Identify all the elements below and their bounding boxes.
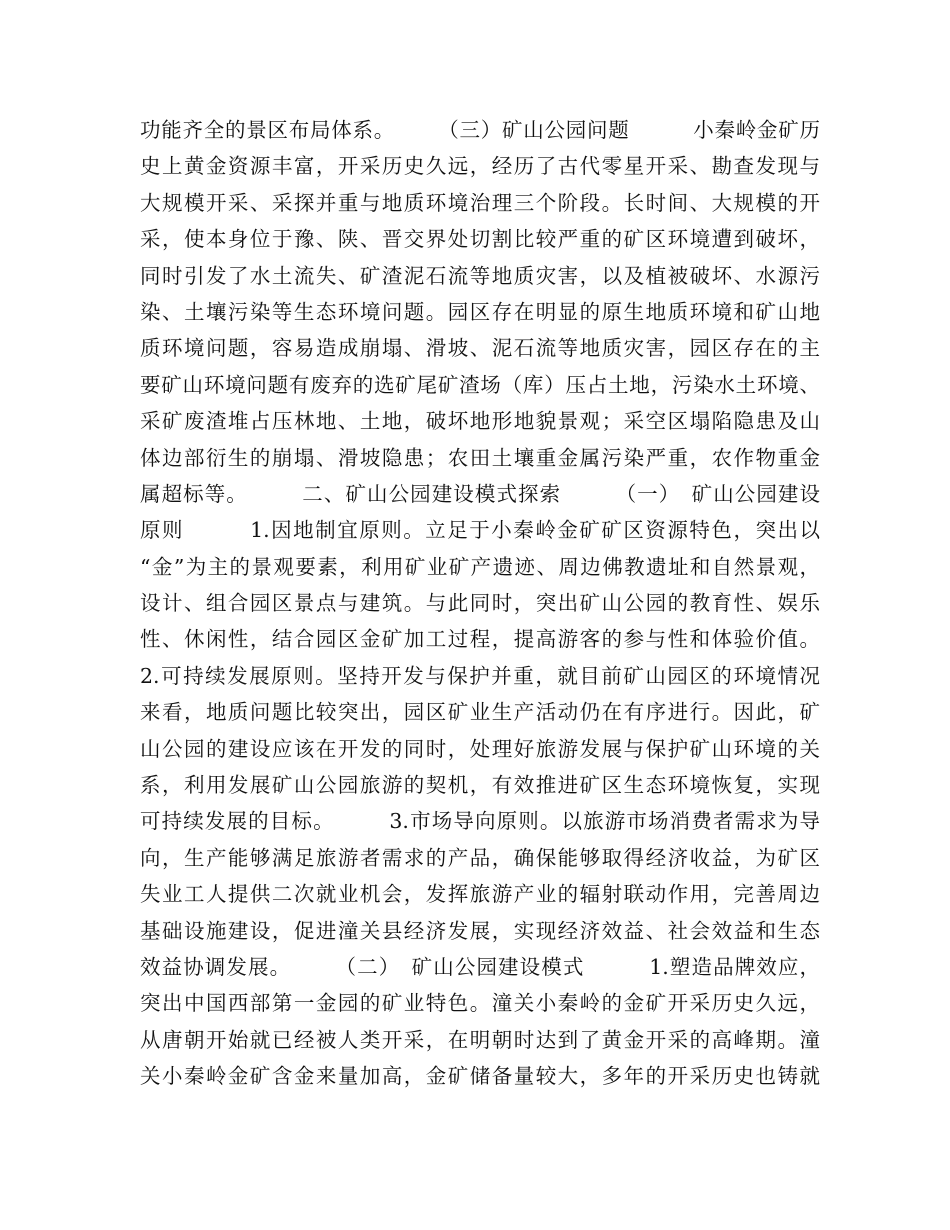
text-line: 大规模开采、采探并重与地质环境治理三个阶段。长时间、大规模的开 [140, 190, 820, 215]
text-line: 设计、组合园区景点与建筑。与此同时，突出矿山公园的教育性、娱乐 [140, 591, 820, 616]
text-line: 性、休闲性，结合园区金矿加工过程，提高游客的参与性和体验价值。 [140, 627, 820, 652]
text-line: 突出中国西部第一金园的矿业特色。潼关小秦岭的金矿开采历史久远， [140, 991, 820, 1016]
text-line: 质环境问题，容易造成崩塌、滑坡、泥石流等地质灾害，园区存在的主 [140, 336, 820, 361]
text-line: 来看，地质问题比较突出，园区矿业生产活动仍在有序进行。因此，矿 [140, 700, 820, 725]
text-line: 基础设施建设，促进潼关县经济发展，实现经济效益、社会效益和生态 [140, 918, 820, 943]
text-line: 要矿山环境问题有废弃的选矿尾矿渣场（库）压占土地，污染水土环境、 [140, 372, 820, 397]
body-text [140, 112, 820, 1095]
text-line: 失业工人提供二次就业机会，发挥旅游产业的辐射联动作用，完善周边 [140, 882, 820, 907]
text-line: 染、土壤污染等生态环境问题。园区存在明显的原生地质环境和矿山地 [140, 299, 820, 324]
text-line: 功能齐全的景区布局体系。 （三）矿山公园问题 小秦岭金矿历 [140, 118, 820, 142]
text-line: 属超标等。 二、矿山公园建设模式探索 （一） 矿山公园建设 [140, 481, 820, 506]
text-line: 效益协调发展。 （二） 矿山公园建设模式 1.塑造品牌效应， [140, 954, 820, 979]
text-line: 采，使本身位于豫、陕、晋交界处切割比较严重的矿区环境遭到破坏， [140, 227, 820, 252]
text-line: 原则 1.因地制宜原则。立足于小秦岭金矿矿区资源特色，突出以 [140, 518, 820, 543]
text-line: 向，生产能够满足旅游者需求的产品，确保能够取得经济收益，为矿区 [140, 845, 820, 870]
text-line: 可持续发展的目标。 3.市场导向原则。以旅游市场消费者需求为导 [140, 809, 820, 834]
text-line: 关小秦岭金矿含金来量加高，金矿储备量较大，多年的开采历史也铸就 [140, 1064, 820, 1089]
text-line: 史上黄金资源丰富，开采历史久远，经历了古代零星开采、勘查发现与 [140, 154, 820, 179]
text-line: 从唐朝开始就已经被人类开采，在明朝时达到了黄金开采的高峰期。潼 [140, 1027, 820, 1052]
text-line: “金”为主的景观要素，利用矿业矿产遗迹、周边佛教遗址和自然景观， [140, 554, 820, 579]
text-line: 山公园的建设应该在开发的同时，处理好旅游发展与保护矿山环境的关 [140, 736, 820, 761]
text-line: 体边部衍生的崩塌、滑坡隐患；农田土壤重金属污染严重，农作物重金 [140, 445, 820, 470]
text-line: 2.可持续发展原则。坚持开发与保护并重，就目前矿山园区的环境情况 [140, 663, 820, 688]
text-line: 同时引发了水土流失、矿渣泥石流等地质灾害，以及植被破坏、水源污 [140, 263, 820, 288]
text-line: 采矿废渣堆占压林地、土地，破坏地形地貌景观；采空区塌陷隐患及山 [140, 409, 820, 434]
text-line: 系，利用发展矿山公园旅游的契机，有效推进矿区生态环境恢复，实现 [140, 773, 820, 798]
